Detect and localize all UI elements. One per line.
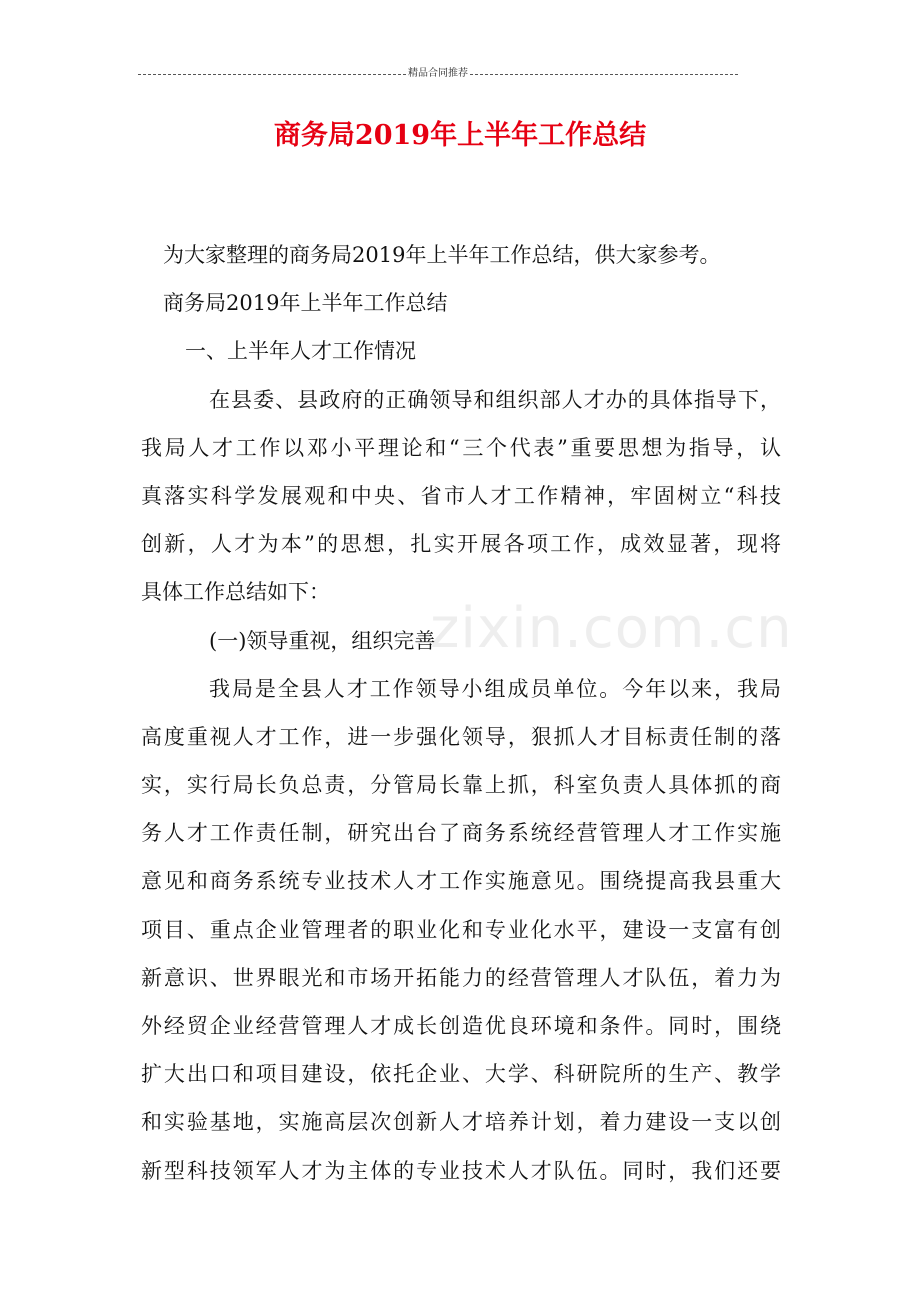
paragraph-line: 在县委、县政府的正确领导和组织部人才办的具体指导下，: [209, 387, 781, 412]
paragraph-line: 务人才工作责任制，研究出台了商务系统经营管理人才工作实施: [141, 821, 781, 846]
paragraph-line: 高度重视人才工作，进一步强化领导，狠抓人才目标责任制的落: [141, 724, 781, 749]
paragraph-line: 外经贸企业经营管理人才成长创造优良环境和条件。同时，围绕: [141, 1014, 781, 1038]
paragraph-line: 具体工作总结如下：: [141, 580, 330, 605]
subtitle-line: 商务局2019年上半年工作总结: [163, 291, 448, 316]
document-body: [141, 231, 781, 1195]
watermark: zixin.com.cn: [430, 596, 793, 661]
header-dash-left: [138, 74, 406, 75]
paragraph-line: 新型科技领军人才为主体的专业技术人才队伍。同时，我们还要: [141, 1158, 781, 1183]
header-label: 精品合同推荐: [408, 68, 468, 79]
paragraph-line: 我局是全县人才工作领导小组成员单位。今年以来，我局: [209, 676, 781, 701]
header-dash-right: [470, 74, 738, 75]
header-rule: [138, 66, 738, 82]
section-heading: 一、上半年人才工作情况: [185, 339, 416, 364]
paragraph-line: 扩大出口和项目建设，依托企业、大学、科研院所的生产、教学: [141, 1062, 781, 1087]
paragraph-line: 意见和商务系统专业技术人才工作实施意见。围绕提高我县重大: [141, 869, 781, 894]
paragraph-line: 我局人才工作以邓小平理论和“三个代表”重要思想为指导，认: [141, 435, 781, 460]
intro-line: 为大家整理的商务局2019年上半年工作总结，供大家参考。: [163, 243, 721, 267]
paragraph-line: 和实验基地，实施高层次创新人才培养计划，着力建设一支以创: [141, 1110, 781, 1135]
paragraph-line: 创新，人才为本”的思想，扎实开展各项工作，成效显著，现将: [141, 532, 781, 557]
paragraph-line: 项目、重点企业管理者的职业化和专业化水平，建设一支富有创: [141, 917, 781, 942]
paragraph-line: 实，实行局长负总责，分管局长靠上抓，科室负责人具体抓的商: [141, 773, 781, 798]
subsection-heading: (一)领导重视，组织完善: [209, 628, 436, 653]
document-title: 商务局2019年上半年工作总结: [273, 120, 647, 151]
paragraph-line: 新意识、世界眼光和市场开拓能力的经营管理人才队伍，着力为: [141, 965, 781, 990]
paragraph-line: 真落实科学发展观和中央、省市人才工作精神，牢固树立“科技: [141, 483, 781, 508]
